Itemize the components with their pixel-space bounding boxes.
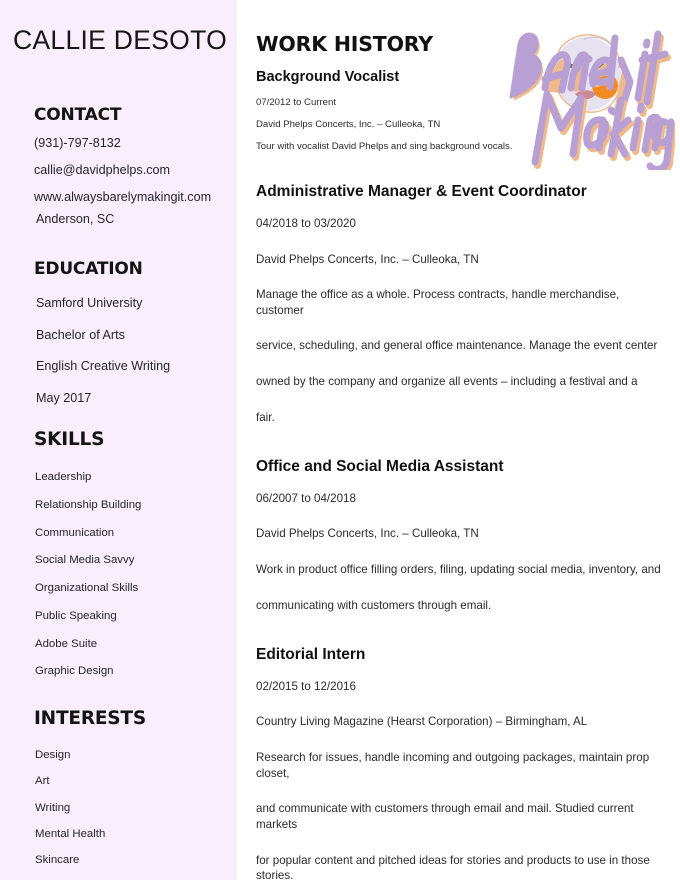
job-description-line: communicating with customers through email. bbox=[256, 598, 492, 612]
job-entry bbox=[256, 68, 666, 154]
job-description-line: fair. bbox=[256, 410, 275, 424]
section-spacer bbox=[256, 445, 666, 457]
education-item: English Creative Writing bbox=[36, 359, 171, 374]
skill-item: Graphic Design bbox=[35, 665, 114, 678]
interest-item: Skincare bbox=[35, 854, 80, 866]
contact-heading: CONTACT bbox=[34, 105, 122, 125]
interest-item: Art bbox=[35, 775, 50, 788]
job-dates: 07/2012 to Current bbox=[256, 96, 337, 108]
job-employer: David Phelps Concerts, Inc. – Culleoka, TN bbox=[256, 252, 479, 266]
interests-list bbox=[35, 748, 230, 879]
job-title: Administrative Manager & Event Coordinator bbox=[256, 183, 587, 201]
interest-item: Design bbox=[35, 749, 71, 761]
work-history-heading: WORK HISTORY bbox=[256, 32, 433, 56]
contact-email[interactable]: callie@davidphelps.com bbox=[34, 163, 170, 178]
interest-item: Mental Health bbox=[35, 827, 106, 840]
skill-item: Public Speaking bbox=[35, 609, 117, 622]
job-title: Office and Social Media Assistant bbox=[256, 458, 504, 476]
main-content bbox=[237, 0, 680, 883]
job-title: Editorial Intern bbox=[256, 646, 366, 664]
skill-item: Relationship Building bbox=[35, 498, 142, 511]
name-block bbox=[0, 0, 237, 55]
contact-city: Anderson, SC bbox=[36, 212, 115, 226]
contact-website[interactable]: www.alwaysbarelymakingit.com bbox=[34, 190, 212, 205]
job-description-line: owned by the company and organize all events – including a festival and a bbox=[256, 375, 638, 389]
job-description-line: Manage the office as a whole. Process contracts, handle merchandise, customer bbox=[256, 288, 620, 317]
job-employer: Country Living Magazine (Hearst Corporation) – Birmingham, AL bbox=[256, 715, 588, 729]
interests-heading: INTERESTS bbox=[34, 708, 146, 729]
job-title: Background Vocalist bbox=[256, 68, 400, 85]
job-employer: David Phelps Concerts, Inc. – Culleoka, TN bbox=[256, 527, 479, 541]
job-dates: 06/2007 to 04/2018 bbox=[256, 491, 356, 505]
section-spacer bbox=[256, 162, 666, 182]
candidate-name: CALLIE DESOTO bbox=[13, 25, 228, 55]
interest-item: Writing bbox=[35, 801, 71, 814]
contact-list bbox=[34, 136, 234, 218]
job-description-line: Tour with vocalist David Phelps and sing background vocals. bbox=[256, 140, 513, 152]
skill-item: Communication bbox=[35, 526, 115, 539]
job-dates: 02/2015 to 12/2016 bbox=[256, 679, 356, 693]
job-description-line: for popular content and pitched ideas for stories and products to use in those stories. bbox=[256, 853, 650, 883]
job-description-line: service, scheduling, and general office maintenance. Manage the event center bbox=[256, 339, 658, 353]
section-spacer bbox=[256, 633, 666, 645]
job-description-line: and communicate with customers through email and mail. Studied current markets bbox=[256, 802, 634, 831]
job-entry bbox=[256, 457, 666, 613]
education-item: Bachelor of Arts bbox=[36, 327, 125, 342]
job-dates: 04/2018 to 03/2020 bbox=[256, 216, 356, 230]
job-description-line: Research for issues, handle incoming and outgoing packages, maintain prop closet, bbox=[256, 750, 650, 780]
skills-list bbox=[35, 470, 230, 692]
skill-item: Organizational Skills bbox=[35, 582, 139, 594]
contact-phone: (931)-797-8132 bbox=[34, 136, 121, 150]
education-heading: EDUCATION bbox=[34, 259, 143, 279]
education-item: May 2017 bbox=[36, 391, 92, 406]
job-entry bbox=[256, 645, 666, 884]
education-list bbox=[36, 296, 231, 423]
skill-item: Adobe Suite bbox=[35, 637, 98, 650]
education-item: Samford University bbox=[36, 296, 143, 310]
job-employer: David Phelps Concerts, Inc. – Culleoka, TN bbox=[256, 118, 441, 130]
skills-heading: SKILLS bbox=[34, 429, 105, 450]
job-entry bbox=[256, 182, 666, 425]
skill-item: Leadership bbox=[35, 471, 92, 483]
sidebar bbox=[0, 0, 237, 880]
job-description-line: Work in product office filling orders, filing, updating social media, inventory, and bbox=[256, 563, 661, 576]
skill-item: Social Media Savvy bbox=[35, 554, 135, 567]
